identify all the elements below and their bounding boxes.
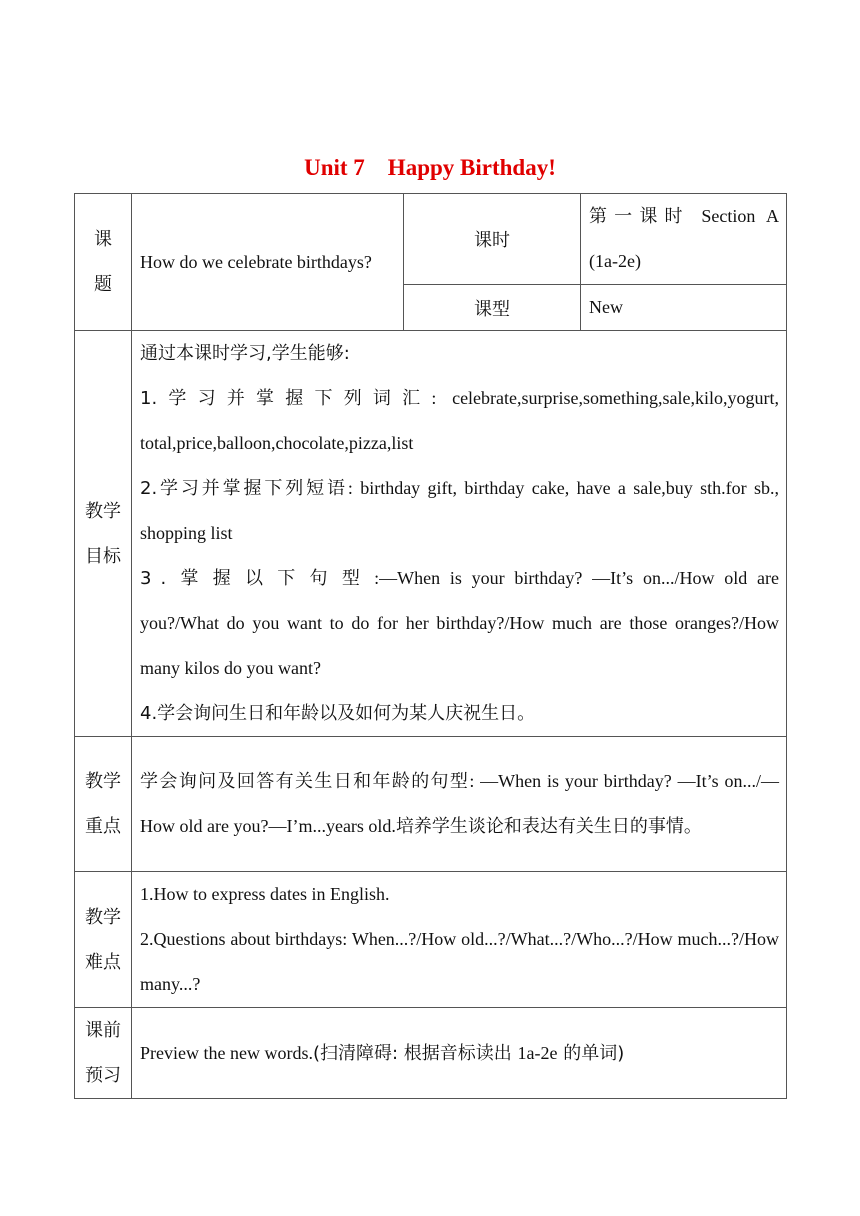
objectives-item-2: 2.学习并掌握下列短语: birthday gift, birthday cake, have a sale,buy sth.for sb., shopping list: [140, 478, 779, 543]
difficulties-label-cell: [75, 872, 132, 1008]
period-label-cell: [404, 194, 581, 285]
period-value-cn: 第一课时: [589, 206, 690, 227]
difficulties-item-1: 1.How to express dates in English.: [140, 884, 390, 904]
row-preview: [75, 1008, 787, 1099]
objectives-item-4: 4.学会询问生日和年龄以及如何为某人庆祝生日。: [140, 703, 536, 724]
objectives-item-3: 3.掌握以下句型:—When is your birthday? —It’s on.../How old are you?/What do you want to do for her birthday?/How much are those oranges?/How many kilos do you want?: [140, 568, 779, 678]
topic-label: 课题: [94, 229, 112, 295]
lesson-type-label: 课型: [474, 298, 510, 320]
topic-value: How do we celebrate birthdays?: [140, 251, 372, 272]
period-value-range: (1a-2e): [589, 251, 641, 271]
topic-value-cell: [132, 194, 404, 331]
lesson-type-value-cell: [581, 285, 787, 331]
difficulties-label: 教学难点: [85, 906, 121, 973]
topic-label-cell: [75, 194, 132, 331]
preview-content: Preview the new words.(扫清障碍: 根据音标读出 1a-2e 的单词): [132, 1008, 787, 1099]
lesson-type-value: New: [589, 297, 623, 317]
key-points-content: 学会询问及回答有关生日和年龄的句型: —When is your birthday? —It’s on.../—How old are you?—I’m...years old.培养学生谈论和表达有关生日的事情。: [132, 737, 787, 872]
key-points-label: 教学重点: [85, 771, 121, 837]
objectives-content: [132, 331, 787, 737]
lesson-type-label-cell: [404, 285, 581, 331]
difficulties-item-2: 2.Questions about birthdays: When...?/How old...?/What...?/Who...?/How much...?/How many...?: [140, 929, 779, 994]
preview-label-cell: [75, 1008, 132, 1099]
period-value-en: Section A: [701, 206, 780, 226]
row-difficulties: [75, 872, 787, 1008]
preview-label: 课前预习: [85, 1020, 121, 1086]
document-title: Unit 7 Happy Birthday!: [304, 155, 556, 180]
objectives-label: 教学目标: [85, 500, 121, 567]
key-points-label-cell: [75, 737, 132, 872]
objectives-intro: 通过本课时学习,学生能够:: [140, 343, 350, 364]
objectives-item-1: 1.学习并掌握下列词汇: celebrate,surprise,something,sale,kilo,yogurt, total,price,balloon,chocolate,pizza,list: [140, 388, 779, 453]
objectives-label-cell: [75, 331, 132, 737]
period-value-cell: [581, 194, 787, 285]
lesson-plan-table: [74, 193, 787, 1099]
row-objectives: [75, 331, 787, 737]
row-key-points: [75, 737, 787, 872]
period-label: 课时: [474, 230, 510, 251]
row-topic: [75, 194, 787, 285]
difficulties-content: [132, 872, 787, 1008]
